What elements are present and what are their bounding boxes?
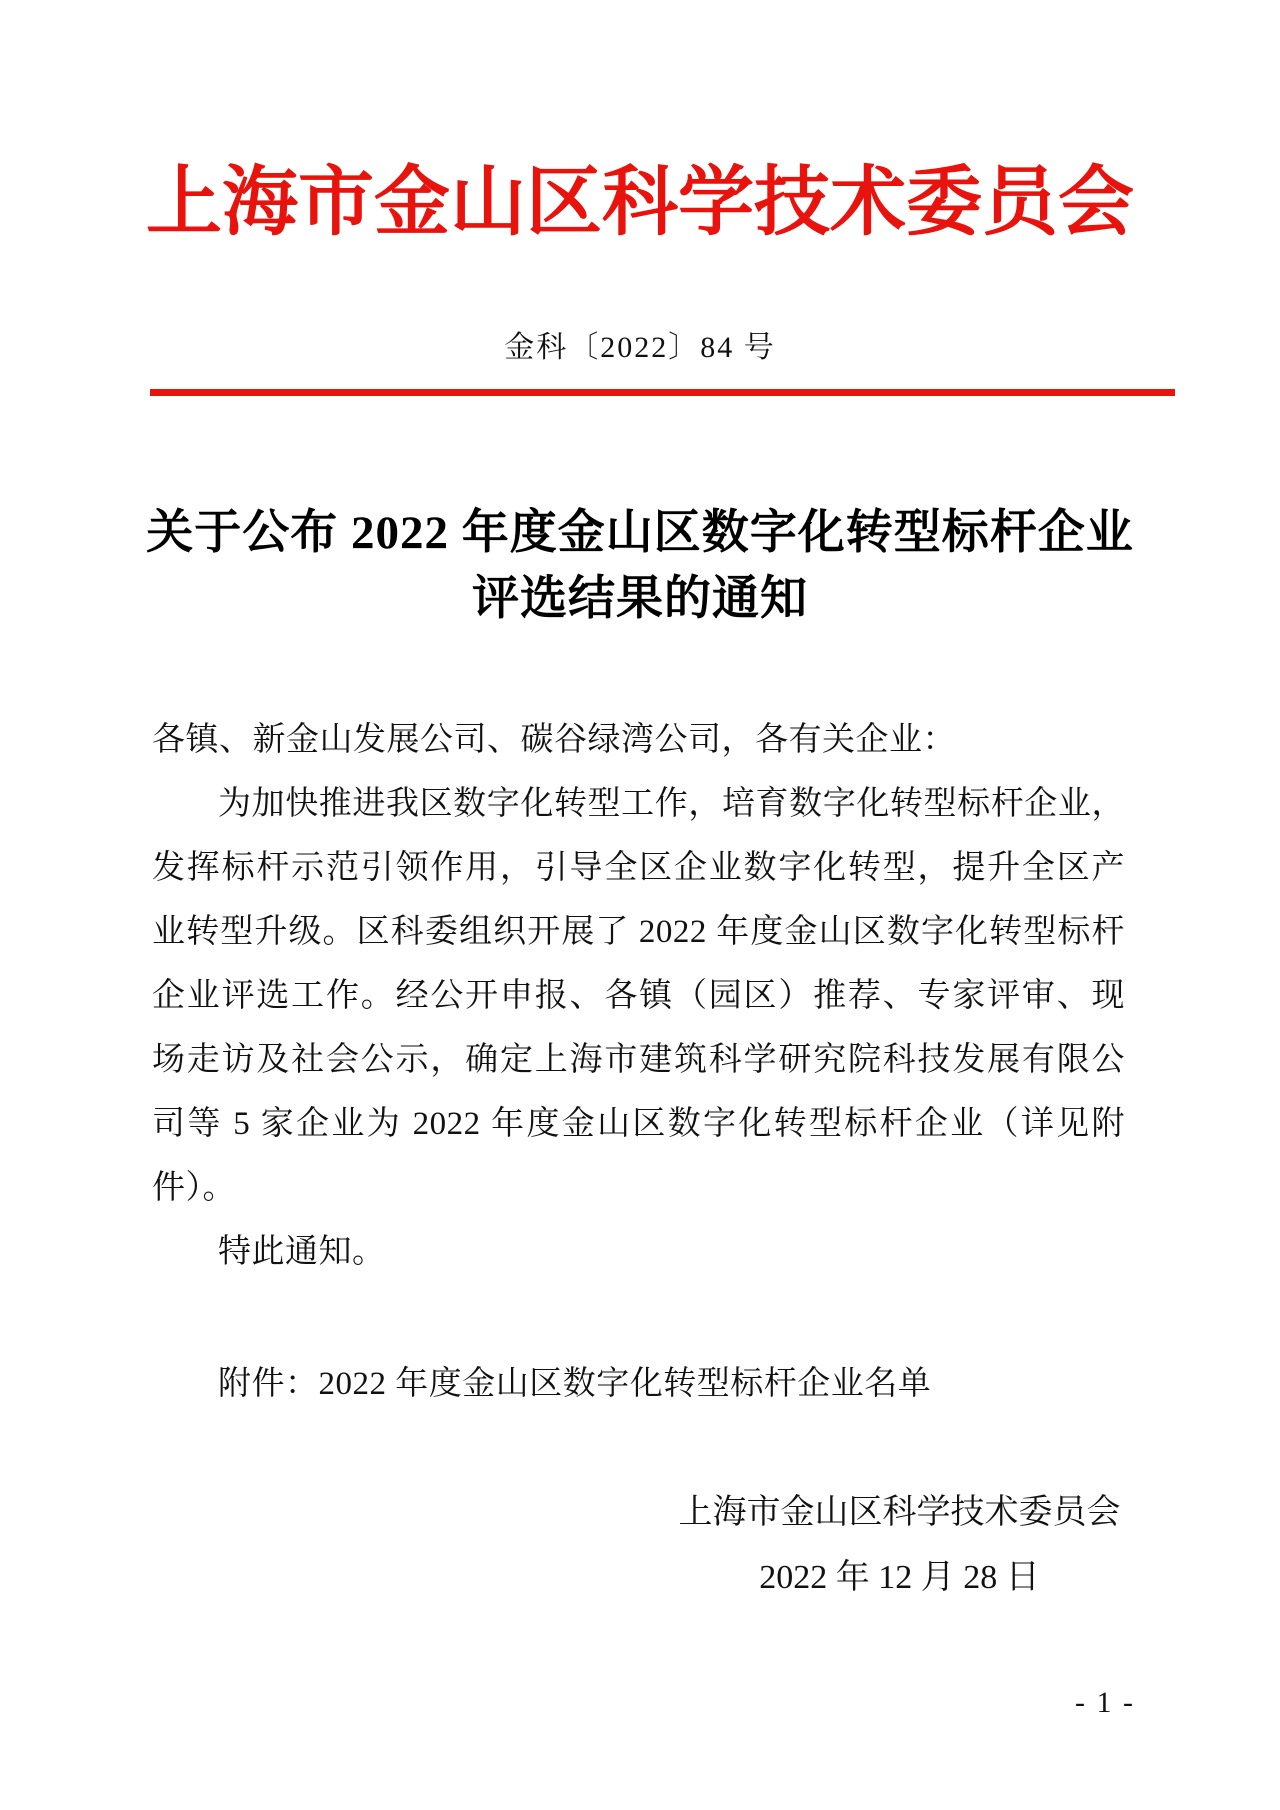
notice-title-line1: 关于公布 2022 年度金山区数字化转型标杆企业 (146, 507, 1134, 559)
signature-org: 上海市金山区科学技术委员会 (678, 1494, 1121, 1531)
notice-body (152, 708, 1125, 1284)
body-line-7: 件）。 (152, 1170, 236, 1206)
body-line-3: 业转型升级。区科委组织开展了 2022 年度金山区数字化转型标杆 (152, 914, 1125, 950)
red-divider-rule (150, 389, 1175, 396)
body-line-1: 为加快推进我区数字化转型工作，培育数字化转型标杆企业， (218, 786, 1125, 822)
body-line-6: 司等 5 家企业为 2022 年度金山区数字化转型标杆企业（详见附 (152, 1106, 1125, 1142)
page-number: - 1 - (1075, 1686, 1135, 1719)
doc-number: 金科〔2022〕84 号 (504, 331, 776, 364)
signature-date: 2022 年 12 月 28 日 (759, 1559, 1040, 1596)
notice-title (0, 500, 1280, 632)
body-line-5: 场走访及社会公示，确定上海市建筑科学研究院科技发展有限公 (152, 1042, 1125, 1078)
body-line-4: 企业评选工作。经公开申报、各镇（园区）推荐、专家评审、现 (152, 978, 1125, 1014)
notice-title-line2: 评选结果的通知 (472, 573, 808, 625)
header-org-title: 上海市金山区科学技术委员会 (146, 161, 1134, 245)
body-line-2: 发挥标杆示范引领作用，引导全区企业数字化转型，提升全区产 (152, 850, 1125, 886)
salutation-line: 各镇、新金山发展公司、碳谷绿湾公司，各有关企业： (152, 722, 956, 758)
attachment-line: 附件：2022 年度金山区数字化转型标杆企业名单 (218, 1366, 932, 1402)
closing-line: 特此通知。 (218, 1234, 386, 1270)
signature-block (672, 1480, 1127, 1610)
